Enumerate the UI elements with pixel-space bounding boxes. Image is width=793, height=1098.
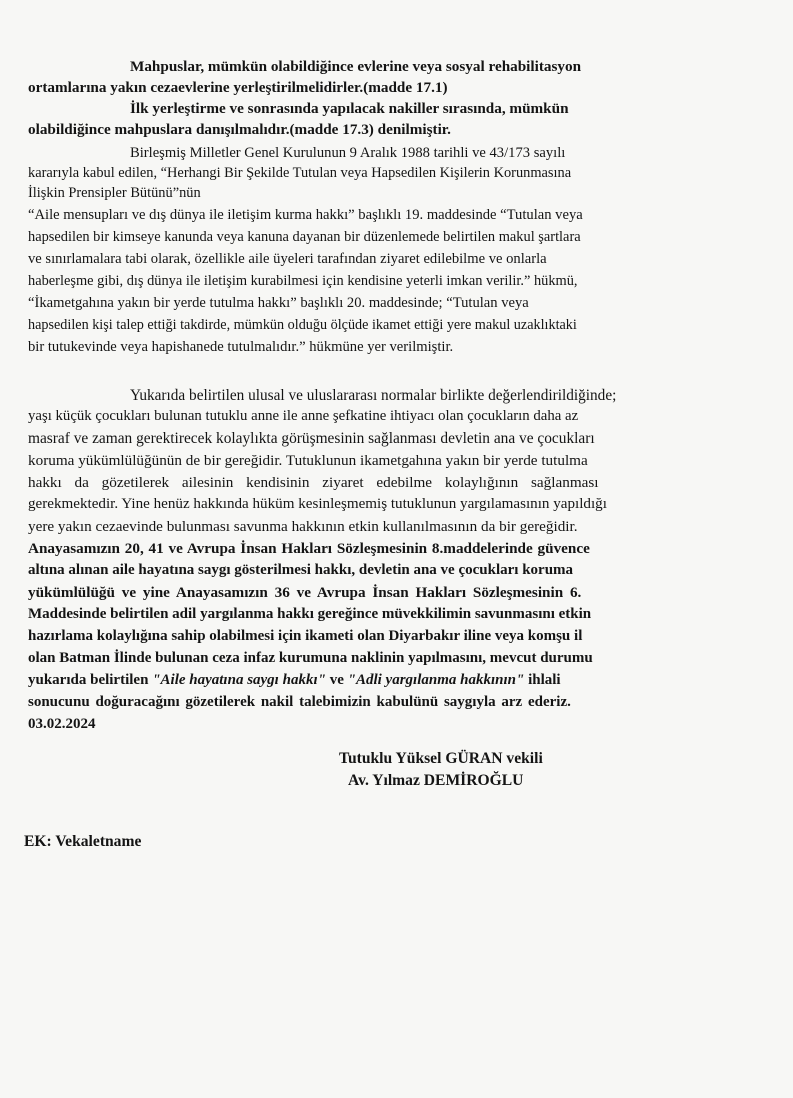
quote-fair-trial-right: "Adli yargılanma hakkının" <box>347 672 525 688</box>
body-line: Yukarıda belirtilen ulusal ve uluslararası normalar birlikte değerlendirildiğinde; <box>130 387 617 404</box>
mixed-line <box>28 671 561 690</box>
intro-line: “Aile mensupları ve dış dünya ile iletişim kurma hakkı” başlıklı 19. maddesinde “Tutulan veya <box>28 207 583 223</box>
intro-line: hapsedilen bir kimseye kanunda veya kanuna dayanan bir düzenlemede belirtilen makul şartlara <box>28 229 581 245</box>
signature-line-2: Av. Yılmaz DEMİROĞLU <box>348 772 524 789</box>
bold-line: Maddesinde belirtilen adil yargılanma hakkı gereğince müvekkilimin savunmasını etkin <box>28 606 592 622</box>
mixed-mid: ve <box>325 672 348 688</box>
intro-line: İlişkin Prensipler Bütünü”nün <box>28 185 201 201</box>
intro-line: “İkametgahına yakın bir yerde tutulma hakkı” başlıklı 20. maddesinde; “Tutulan veya <box>28 295 529 311</box>
body-line: gerekmektedir. Yine henüz hakkında hüküm kesinleşmemiş tutuklunun yargılamasının yapıldığı <box>28 496 607 512</box>
quote-family-right: "Aile hayatına saygı hakkı" <box>152 672 326 688</box>
bold-line: yükümlülüğü ve yine Anayasamızın 36 ve Avrupa İnsan Hakları Sözleşmesinin 6. <box>28 584 582 601</box>
body-line: masraf ve zaman gerektirecek kolaylıkta görüşmesinin sağlanması devletin ana ve çocukları <box>28 430 595 447</box>
date: 03.02.2024 <box>28 716 96 732</box>
intro-line: ve sınırlamalara tabi olarak, özellikle aile üyeleri tarafından ziyaret edilebilme ve onlarla <box>28 251 547 267</box>
body-line: hakkı da gözetilerek ailesinin kendisinin ziyaret edebilme kolaylığının sağlanması <box>28 474 599 491</box>
intro-line: İlk yerleştirme ve sonrasında yapılacak nakiller sırasında, mümkün <box>130 100 569 117</box>
intro-line: kararıyla kabul edilen, “Herhangi Bir Şekilde Tutulan veya Hapsedilen Kişilerin Korunmasına <box>28 165 572 181</box>
bold-line: hazırlama kolaylığına sahip olabilmesi için ikameti olan Diyarbakır iline veya komşu il <box>28 628 583 644</box>
intro-line: hapsedilen kişi talep ettiği takdirde, mümkün olduğu ölçüde ikamet ettiği yere makul uzaklıktaki <box>28 317 577 333</box>
body-line: yere yakın cezaevinde bulunması savunma hakkının etkin kullanılmasının da bir gereğidir. <box>28 518 578 535</box>
signature-line-1: Tutuklu Yüksel GÜRAN vekili <box>339 750 543 767</box>
intro-line: olabildiğince mahpuslara danışılmalıdır.(madde 17.3) denilmiştir. <box>28 121 451 138</box>
intro-line: Birleşmiş Milletler Genel Kurulunun 9 Aralık 1988 tarihli ve 43/173 sayılı <box>130 145 566 161</box>
intro-line: Mahpuslar, mümkün olabildiğince evlerine veya sosyal rehabilitasyon <box>130 58 582 75</box>
bold-line: olan Batman İlinde bulunan ceza infaz kurumuna naklinin yapılmasını, mevcut durumu <box>28 650 593 666</box>
intro-line: haberleşme gibi, dış dünya ile iletişim kurabilmesi için kendisine yeterli imkan verilir.” hükmü, <box>28 273 578 289</box>
body-line: yaşı küçük çocukları bulunan tutuklu anne ile anne şefkatine ihtiyacı olan çocukların daha az <box>28 408 579 424</box>
closing-line: sonucunu doğuracağını gözetilerek nakil talebimizin kabulünü saygıyla arz ederiz. <box>28 694 571 710</box>
bold-line: altına alınan aile hayatına saygı gösterilmesi hakkı, devletin ana ve çocukları koruma <box>28 562 574 578</box>
bold-line: Anayasamızın 20, 41 ve Avrupa İnsan Hakları Sözleşmesinin 8.maddelerinde güvence <box>28 540 590 557</box>
intro-line: bir tutukevinde veya hapishanede tutulmalıdır.” hükmüne yer verilmiştir. <box>28 339 454 355</box>
mixed-prefix: yukarıda belirtilen <box>28 672 153 688</box>
intro-line: ortamlarına yakın cezaevlerine yerleştirilmelidirler.(madde 17.1) <box>28 79 448 96</box>
mixed-suffix: ihlali <box>524 672 561 688</box>
attachment-note: EK: Vekaletname <box>24 833 142 850</box>
body-line: koruma yükümlülüğünün de bir gereğidir. Tutuklunun ikametgahına yakın bir yerde tutulma <box>28 452 588 469</box>
